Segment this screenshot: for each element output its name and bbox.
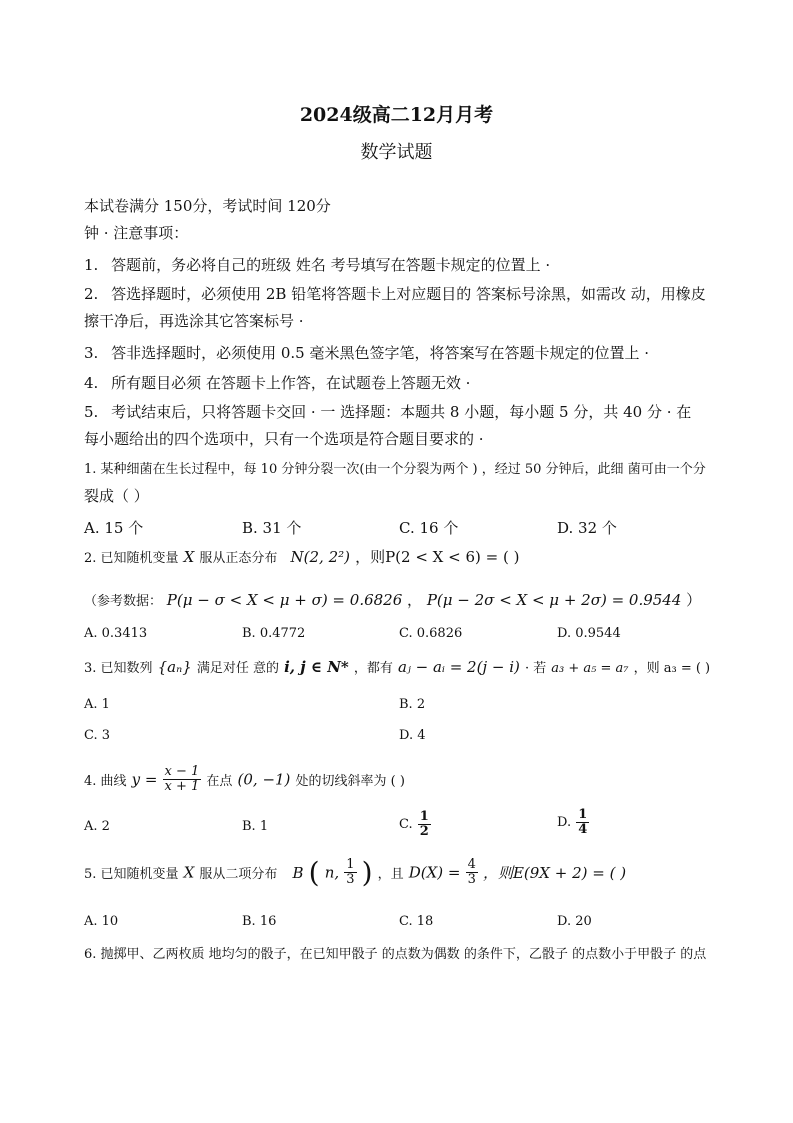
q5-prefix: 5. 已知随机变量 — [84, 867, 179, 882]
question-3-stem — [84, 657, 710, 676]
q5-dx-value — [466, 858, 478, 887]
q2-ref-end: ） — [686, 591, 702, 609]
q5-binomial-p-numerator: 1 — [346, 857, 355, 872]
q2-variable: X — [183, 548, 195, 566]
note-1 — [84, 254, 550, 275]
q4-point: (0, −1) — [237, 770, 291, 789]
q5-dx-numerator: 4 — [467, 857, 476, 872]
q3-option-a: A. 1 — [84, 697, 110, 712]
q3-option-d: D. 4 — [399, 728, 426, 743]
q5-option-a: A. 10 — [84, 914, 119, 929]
question-5-stem: 5. 已知随机变量 X 服从二项分布 B ( n, $\frac{1}{3}$ ) ，且 D(X) = $\frac{4}{3}$ ，则E(9X + 2) = ( ) — [84, 856, 627, 889]
question-1-line-1: 1. 某种细菌在生长过程中，每 10 分钟分裂一次(由一个分裂为两个 ) ，经过 50 分钟后，此细 菌可由一个分 — [84, 462, 706, 477]
q5-option-c: C. 18 — [399, 914, 434, 929]
note-text: 所有题目必须 在答题卡上作答，在试题卷上答题无效 · — [111, 374, 471, 392]
intro-line-1: 本试卷满分 150分，考试时间 120分 — [84, 197, 331, 215]
q1-option-a: A. 15 个 — [84, 519, 144, 537]
note-3 — [84, 342, 649, 363]
note-text: 考试结束后，只将答题卡交回 · 一 选择题：本题共 8 小题，每小题 5 分，共 40 分 · 在 — [111, 403, 692, 421]
q2-ask: ，则P(2 < X < 6) = ( ) — [355, 548, 520, 566]
q3-condition-2: a₃ + a₅ = a₇ — [551, 661, 629, 676]
note-2-continued: 擦干净后，再选涂其它答案标号 · — [84, 312, 304, 330]
note-text: 答非选择题时，必须使用 0.5 毫米黑色签字笔，将答案写在答题卡规定的位置上 · — [111, 344, 650, 362]
q5-binomial-p-denominator: 3 — [346, 872, 355, 887]
q5-mid: 服从二项分布 — [199, 867, 278, 882]
q5-and: ，且 — [377, 867, 404, 882]
q4-option-c — [399, 810, 431, 839]
q2-distribution: N(2, 2²) — [290, 548, 350, 566]
note-text: 答题前，务必将自己的班级 姓名 考号填写在答题卡规定的位置上 · — [111, 256, 551, 274]
question-2-reference: （参考数据： P(μ − σ < X < μ + σ) = 0.6826 ， P(μ − 2σ < X < μ + 2σ) = 0.9544 ） — [84, 591, 702, 609]
q4-option-d-fraction — [576, 808, 589, 837]
q5-option-d: D. 20 — [557, 914, 592, 929]
intro-line-2: 钟 · 注意事项： — [84, 224, 189, 242]
q1-option-b: B. 31 个 — [242, 519, 302, 537]
q3-text-1: 3. 已知数列 — [84, 661, 153, 676]
q4-option-d-denominator: 4 — [578, 822, 588, 837]
q3-equation: aⱼ − aᵢ = 2(j − i) — [397, 658, 520, 676]
q2-option-d: D. 0.9544 — [557, 626, 621, 641]
q4-fraction-denominator: x + 1 — [164, 779, 200, 794]
q2-option-b: B. 0.4772 — [242, 626, 306, 641]
q4-option-c-numerator: 1 — [419, 809, 429, 824]
note-number: 1. — [84, 256, 99, 274]
question-4-stem — [84, 765, 405, 794]
exam-title: 2024级高二12月月考 — [299, 104, 494, 126]
note-2 — [84, 283, 706, 304]
question-1-line-2: 裂成（ ） — [84, 487, 149, 505]
q5-dx: D(X) = — [408, 863, 461, 882]
q2-ref-label: （参考数据： — [84, 594, 163, 609]
q2-ref-1: P(μ − σ < X < μ + σ) = 0.6826 — [166, 591, 403, 609]
q4-option-d-label: D. — [557, 815, 572, 830]
q5-binomial-b: B — [292, 863, 304, 882]
q4-mid: 在点 — [206, 774, 233, 789]
q3-text-3: ，都有 — [353, 661, 393, 676]
q5-variable: X — [183, 863, 195, 882]
q3-text-2: 满足对任 意的 — [196, 661, 279, 676]
q4-option-a: A. 2 — [84, 819, 110, 834]
q4-option-d-numerator: 1 — [578, 807, 588, 822]
q4-fraction — [163, 765, 202, 794]
question-6-line-1: 6. 抛掷甲、乙两枚质 地均匀的骰子，在已知甲骰子 的点数为偶数 的条件下，乙骰子 的点数小于甲骰子 的点 — [84, 947, 707, 962]
q5-binomial-p — [344, 858, 356, 887]
q3-ask: ，则 a₃ = ( ) — [633, 661, 711, 676]
note-number: 3. — [84, 344, 99, 362]
q2-option-a: A. 0.3413 — [84, 626, 148, 641]
note-5 — [84, 401, 691, 422]
q4-ask: 处的切线斜率为 ( ) — [295, 774, 405, 789]
q3-option-c: C. 3 — [84, 728, 111, 743]
q4-option-c-denominator: 2 — [419, 824, 429, 839]
q1-option-d: D. 32 个 — [557, 519, 617, 537]
q2-option-c: C. 0.6826 — [399, 626, 463, 641]
q4-prefix: 4. 曲线 — [84, 774, 127, 789]
q4-option-c-fraction — [418, 810, 431, 839]
note-number: 4. — [84, 374, 99, 392]
q5-ask: ，则E(9X + 2) = ( ) — [482, 864, 627, 882]
exam-subtitle: 数学试题 — [360, 142, 433, 163]
q4-option-b: B. 1 — [242, 819, 269, 834]
q1-option-c: C. 16 个 — [399, 519, 459, 537]
note-number: 2. — [84, 285, 99, 303]
note-text: 答选择题时，必须使用 2B 铅笔将答题卡上对应题目的 答案标号涂黑，如需改 动，用橡皮 — [111, 285, 706, 303]
q5-binomial-n: n, — [324, 863, 340, 882]
q4-y: y = — [131, 770, 158, 789]
note-4 — [84, 372, 470, 393]
q3-option-b: B. 2 — [399, 697, 426, 712]
q4-option-c-label: C. — [399, 817, 413, 832]
q4-option-d — [557, 808, 589, 837]
q2-mid: 服从正态分布 — [199, 551, 278, 566]
q3-text-4: · 若 — [524, 661, 547, 676]
q4-fraction-numerator: x − 1 — [164, 764, 200, 779]
note-number: 5. — [84, 403, 99, 421]
q2-ref-2: P(μ − 2σ < X < μ + 2σ) = 0.9544 — [426, 591, 682, 609]
q3-sequence: {aₙ} — [157, 658, 192, 676]
q5-dx-denominator: 3 — [467, 872, 476, 887]
question-2-stem — [84, 546, 519, 567]
q3-condition: i, j ∈ N* — [284, 658, 349, 676]
q2-prefix: 2. 已知随机变量 — [84, 551, 179, 566]
note-5-continued: 每小题给出的四个选项中，只有一个选项是符合题目要求的 · — [84, 430, 484, 448]
q5-option-b: B. 16 — [242, 914, 277, 929]
